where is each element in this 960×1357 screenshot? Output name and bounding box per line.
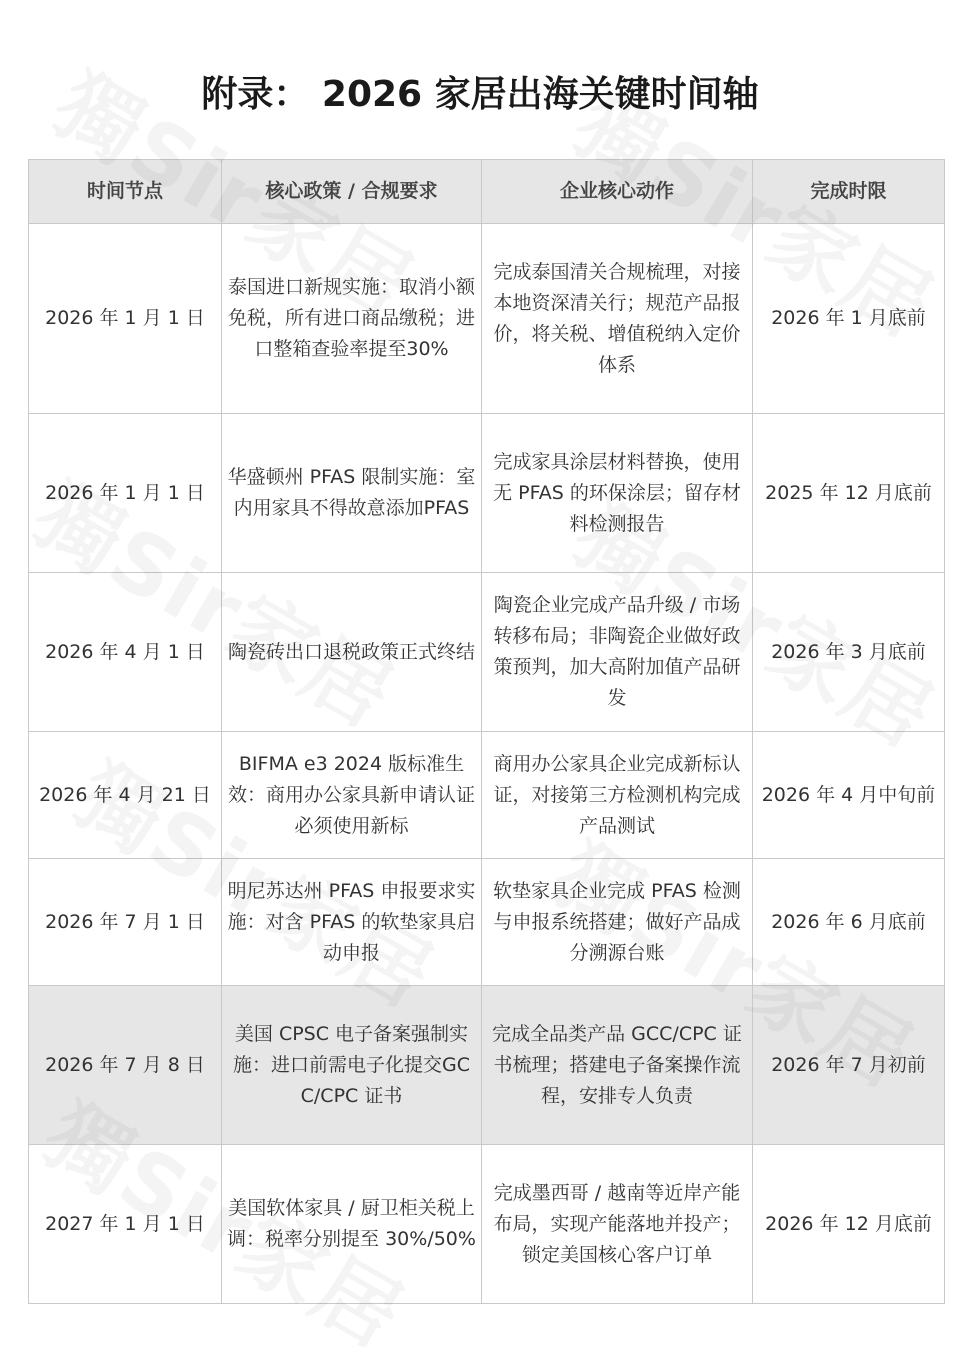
table-row	[29, 414, 945, 573]
date-cell: 2026 年 1 月 1 日	[29, 414, 222, 573]
action-cell: 完成泰国清关合规梳理，对接本地资深清关行；规范产品报价，将关税、增值税纳入定价体系	[482, 224, 753, 414]
date-cell: 2026 年 7 月 8 日	[29, 986, 222, 1145]
page-title: 附录： 2026 家居出海关键时间轴	[201, 74, 759, 115]
timeline-table	[28, 159, 945, 1304]
table-row	[29, 573, 945, 732]
policy-cell: 美国软体家具 / 厨卫柜关税上调：税率分别提至 30%/50%	[222, 1145, 482, 1304]
deadline-cell: 2025 年 12 月底前	[753, 414, 945, 573]
deadline-cell: 2026 年 4 月中旬前	[753, 732, 945, 859]
action-cell: 完成全品类产品 GCC/CPC 证书梳理；搭建电子备案操作流程，安排专人负责	[482, 986, 753, 1145]
policy-cell: BIFMA e3 2024 版标准生效：商用办公家具新申请认证必须使用新标	[222, 732, 482, 859]
action-cell: 完成家具涂层材料替换，使用无 PFAS 的环保涂层；留存材料检测报告	[482, 414, 753, 573]
table-row	[29, 859, 945, 986]
table-row	[29, 224, 945, 414]
deadline-cell: 2026 年 3 月底前	[753, 573, 945, 732]
deadline-cell: 2026 年 1 月底前	[753, 224, 945, 414]
deadline-cell: 2026 年 12 月底前	[753, 1145, 945, 1304]
table-header-row	[29, 160, 945, 224]
policy-cell: 华盛顿州 PFAS 限制实施：室内用家具不得故意添加PFAS	[222, 414, 482, 573]
column-header-policy: 核心政策 / 合规要求	[222, 160, 482, 224]
date-cell: 2026 年 4 月 21 日	[29, 732, 222, 859]
policy-cell: 泰国进口新规实施：取消小额免税，所有进口商品缴税；进口整箱查验率提至30%	[222, 224, 482, 414]
table-row	[29, 732, 945, 859]
column-header-date: 时间节点	[29, 160, 222, 224]
action-cell: 陶瓷企业完成产品升级 / 市场转移布局；非陶瓷企业做好政策预判，加大高附加值产品研发	[482, 573, 753, 732]
table-row	[29, 986, 945, 1145]
date-cell: 2026 年 4 月 1 日	[29, 573, 222, 732]
deadline-cell: 2026 年 6 月底前	[753, 859, 945, 986]
action-cell: 商用办公家具企业完成新标认证，对接第三方检测机构完成产品测试	[482, 732, 753, 859]
date-cell: 2026 年 1 月 1 日	[29, 224, 222, 414]
policy-cell: 美国 CPSC 电子备案强制实施：进口前需电子化提交GCC/CPC 证书	[222, 986, 482, 1145]
column-header-deadline: 完成时限	[753, 160, 945, 224]
policy-cell: 陶瓷砖出口退税政策正式终结	[222, 573, 482, 732]
date-cell: 2026 年 7 月 1 日	[29, 859, 222, 986]
deadline-cell: 2026 年 7 月初前	[753, 986, 945, 1145]
table-row	[29, 1145, 945, 1304]
action-cell: 软垫家具企业完成 PFAS 检测与申报系统搭建；做好产品成分溯源台账	[482, 859, 753, 986]
action-cell: 完成墨西哥 / 越南等近岸产能布局，实现产能落地并投产；锁定美国核心客户订单	[482, 1145, 753, 1304]
column-header-action: 企业核心动作	[482, 160, 753, 224]
policy-cell: 明尼苏达州 PFAS 申报要求实施：对含 PFAS 的软垫家具启动申报	[222, 859, 482, 986]
date-cell: 2027 年 1 月 1 日	[29, 1145, 222, 1304]
